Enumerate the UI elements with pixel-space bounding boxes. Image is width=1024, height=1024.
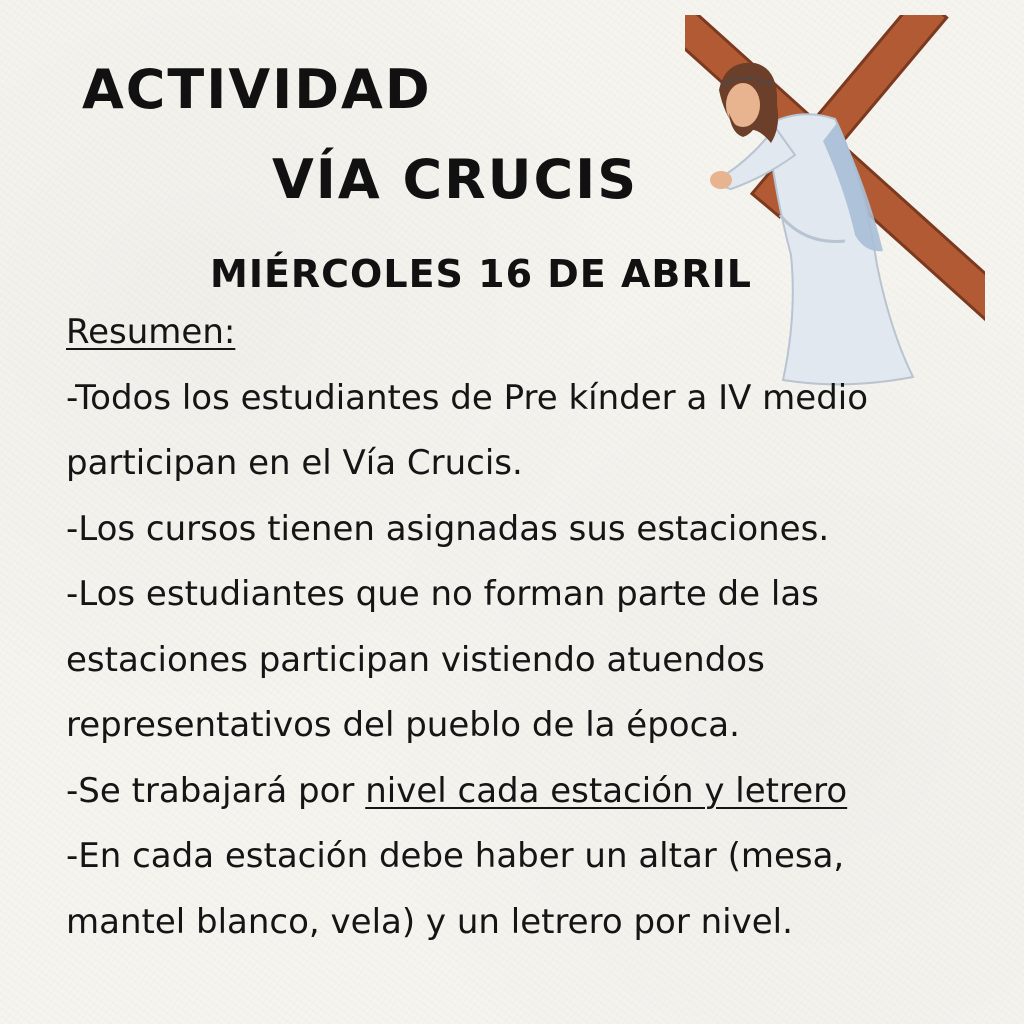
summary-line: representativos del pueblo de la época. (66, 705, 740, 745)
summary-line: -Se trabajará por nivel cada estación y letrero (66, 770, 848, 811)
event-date: MIÉRCOLES 16 DE ABRIL (210, 252, 752, 296)
summary-section (66, 300, 966, 955)
title-via-crucis: VÍA CRUCIS (272, 148, 639, 211)
summary-line: -Los estudiantes que no forman parte de las (66, 574, 819, 614)
summary-line: -Todos los estudiantes de Pre kínder a IV medio (66, 377, 869, 418)
head (719, 63, 778, 143)
summary-line: -En cada estación debe haber un altar (mesa, (66, 836, 845, 876)
summary-line: mantel blanco, vela) y un letrero por nivel. (66, 901, 793, 942)
summary-line: estaciones participan vistiendo atuendos (66, 639, 765, 680)
underlined-phrase: nivel cada estación y letrero (365, 770, 848, 811)
summary-heading: Resumen: (66, 312, 236, 352)
summary-line: -Los cursos tienen asignadas sus estaciones. (66, 508, 830, 549)
summary-line: participan en el Vía Crucis. (66, 443, 523, 483)
title-activity: ACTIVIDAD (82, 58, 432, 121)
